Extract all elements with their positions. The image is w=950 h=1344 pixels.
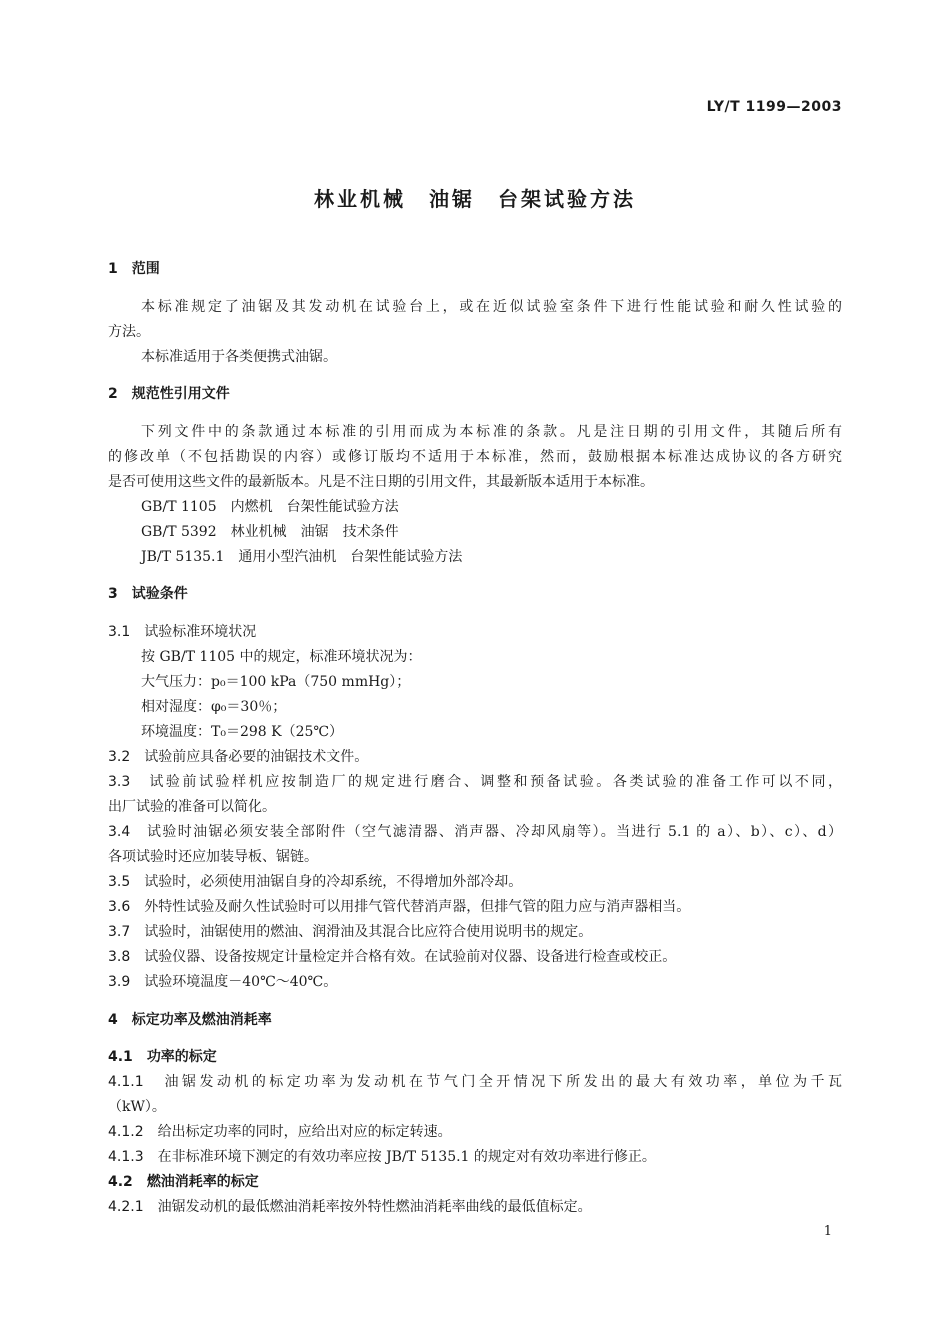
clause-line: 环境温度：T₀＝298 K（25℃）	[141, 724, 344, 740]
clause-number: 3.8	[108, 949, 131, 965]
clause-4-1-2	[108, 1122, 842, 1142]
clause-3-2	[108, 747, 842, 767]
section-title: 规范性引用文件	[131, 386, 230, 402]
section-number: 1	[108, 261, 118, 277]
clause-text: 油锯发动机的标定功率为发动机在节气门全开情况下所发出的最大有效功率，单位为千瓦	[164, 1074, 843, 1090]
clause-line: 相对湿度：φ₀＝30％；	[141, 699, 287, 715]
normative-reference: GB/T 1105 内燃机 台架性能试验方法	[141, 499, 399, 515]
clause-number: 3.1	[108, 624, 131, 640]
clause-number: 3.3	[108, 774, 131, 790]
section-title: 标定功率及燃油消耗率	[131, 1012, 272, 1028]
clause-number: 3.9	[108, 974, 131, 990]
clause-line: 各项试验时还应加装导板、锯链。	[108, 849, 318, 865]
section-2-heading	[108, 384, 842, 404]
clause-number: 4.1.2	[108, 1124, 144, 1140]
clause-text: 试验标准环境状况	[144, 624, 257, 640]
clause-4-2-1	[108, 1197, 842, 1217]
section-number: 4	[108, 1012, 118, 1028]
clause-4-1-heading	[108, 1047, 842, 1067]
clause-3-8	[108, 947, 842, 967]
clause-text: 在非标准环境下测定的有效功率应按 JB/T 5135.1 的规定对有效功率进行修正。	[157, 1149, 656, 1165]
clause-text: 油锯发动机的最低燃油消耗率按外特性燃油消耗率曲线的最低值标定。	[157, 1199, 592, 1215]
paragraph-line: 本标准适用于各类便携式油锯。	[141, 349, 337, 365]
section-4-heading	[108, 1010, 842, 1030]
clause-title: 功率的标定	[146, 1049, 217, 1065]
clause-text: 试验前试验样机应按制造厂的规定进行磨合、调整和预备试验。各类试验的准备工作可以不同，	[149, 774, 843, 790]
section-number: 2	[108, 386, 118, 402]
clause-text: 试验仪器、设备按规定计量检定并合格有效。在试验前对仪器、设备进行检查或校正。	[144, 949, 677, 965]
section-number: 3	[108, 586, 118, 602]
clause-text: 试验环境温度－40℃～40℃。	[144, 974, 338, 990]
clause-line: 出厂试验的准备可以简化。	[108, 799, 276, 815]
paragraph-line: 本标准规定了油锯及其发动机在试验台上，或在近似试验室条件下进行性能试验和耐久性试验的	[141, 299, 842, 315]
section-title: 试验条件	[131, 586, 188, 602]
clause-3-7	[108, 922, 842, 942]
section-title: 范围	[131, 261, 160, 277]
clause-number: 4.2	[108, 1174, 133, 1190]
section-3-heading	[108, 584, 842, 604]
clause-text: 试验时，必须使用油锯自身的冷却系统，不得增加外部冷却。	[144, 874, 523, 890]
paragraph-line: 是否可使用这些文件的最新版本。凡是不注日期的引用文件，其最新版本适用于本标准。	[108, 474, 654, 490]
clause-3-4	[108, 822, 842, 842]
clause-text: 试验时，油锯使用的燃油、润滑油及其混合比应符合使用说明书的规定。	[144, 924, 593, 940]
clause-number: 3.2	[108, 749, 131, 765]
clause-number: 3.5	[108, 874, 131, 890]
clause-3-5	[108, 872, 842, 892]
normative-reference: GB/T 5392 林业机械 油锯 技术条件	[141, 524, 399, 540]
page-number: 1	[823, 1224, 832, 1239]
clause-text: 外特性试验及耐久性试验时可以用排气管代替消声器，但排气管的阻力应与消声器相当。	[144, 899, 691, 915]
clause-4-1-3	[108, 1147, 842, 1167]
clause-number: 4.1.1	[108, 1074, 144, 1090]
standard-number: LY/T 1199—2003	[706, 99, 842, 115]
clause-3-9	[108, 972, 842, 992]
clause-text: 给出标定功率的同时，应给出对应的标定转速。	[157, 1124, 452, 1140]
clause-number: 4.1.3	[108, 1149, 144, 1165]
clause-line: 按 GB/T 1105 中的规定，标准环境状况为：	[141, 649, 422, 665]
clause-number: 3.4	[108, 824, 131, 840]
clause-title: 燃油消耗率的标定	[146, 1174, 259, 1190]
clause-text: 试验前应具备必要的油锯技术文件。	[144, 749, 369, 765]
section-1-heading	[108, 259, 842, 279]
document-title: 林业机械 油锯 台架试验方法	[314, 187, 636, 211]
normative-reference: JB/T 5135.1 通用小型汽油机 台架性能试验方法	[141, 549, 463, 565]
clause-3-3	[108, 772, 842, 792]
clause-text: 试验时油锯必须安装全部附件（空气滤清器、消声器、冷却风扇等）。当进行 5.1 的 a）、b）、c）、d）	[147, 824, 843, 840]
paragraph-line: 下列文件中的条款通过本标准的引用而成为本标准的条款。凡是注日期的引用文件，其随后所有	[141, 424, 842, 440]
paragraph-line: 方法。	[108, 324, 150, 340]
clause-line: （kW）。	[108, 1099, 166, 1115]
clause-3-6	[108, 897, 842, 917]
clause-number: 4.1	[108, 1049, 133, 1065]
clause-line: 大气压力：p₀＝100 kPa（750 mmHg）；	[141, 674, 411, 690]
paragraph-line: 的修改单（不包括勘误的内容）或修订版均不适用于本标准，然而，鼓励根据本标准达成协议的各方研究	[108, 449, 842, 465]
clause-4-2-heading	[108, 1172, 842, 1192]
clause-3-1	[108, 622, 842, 642]
clause-number: 4.2.1	[108, 1199, 144, 1215]
clause-number: 3.7	[108, 924, 131, 940]
clause-number: 3.6	[108, 899, 131, 915]
clause-4-1-1	[108, 1072, 842, 1092]
